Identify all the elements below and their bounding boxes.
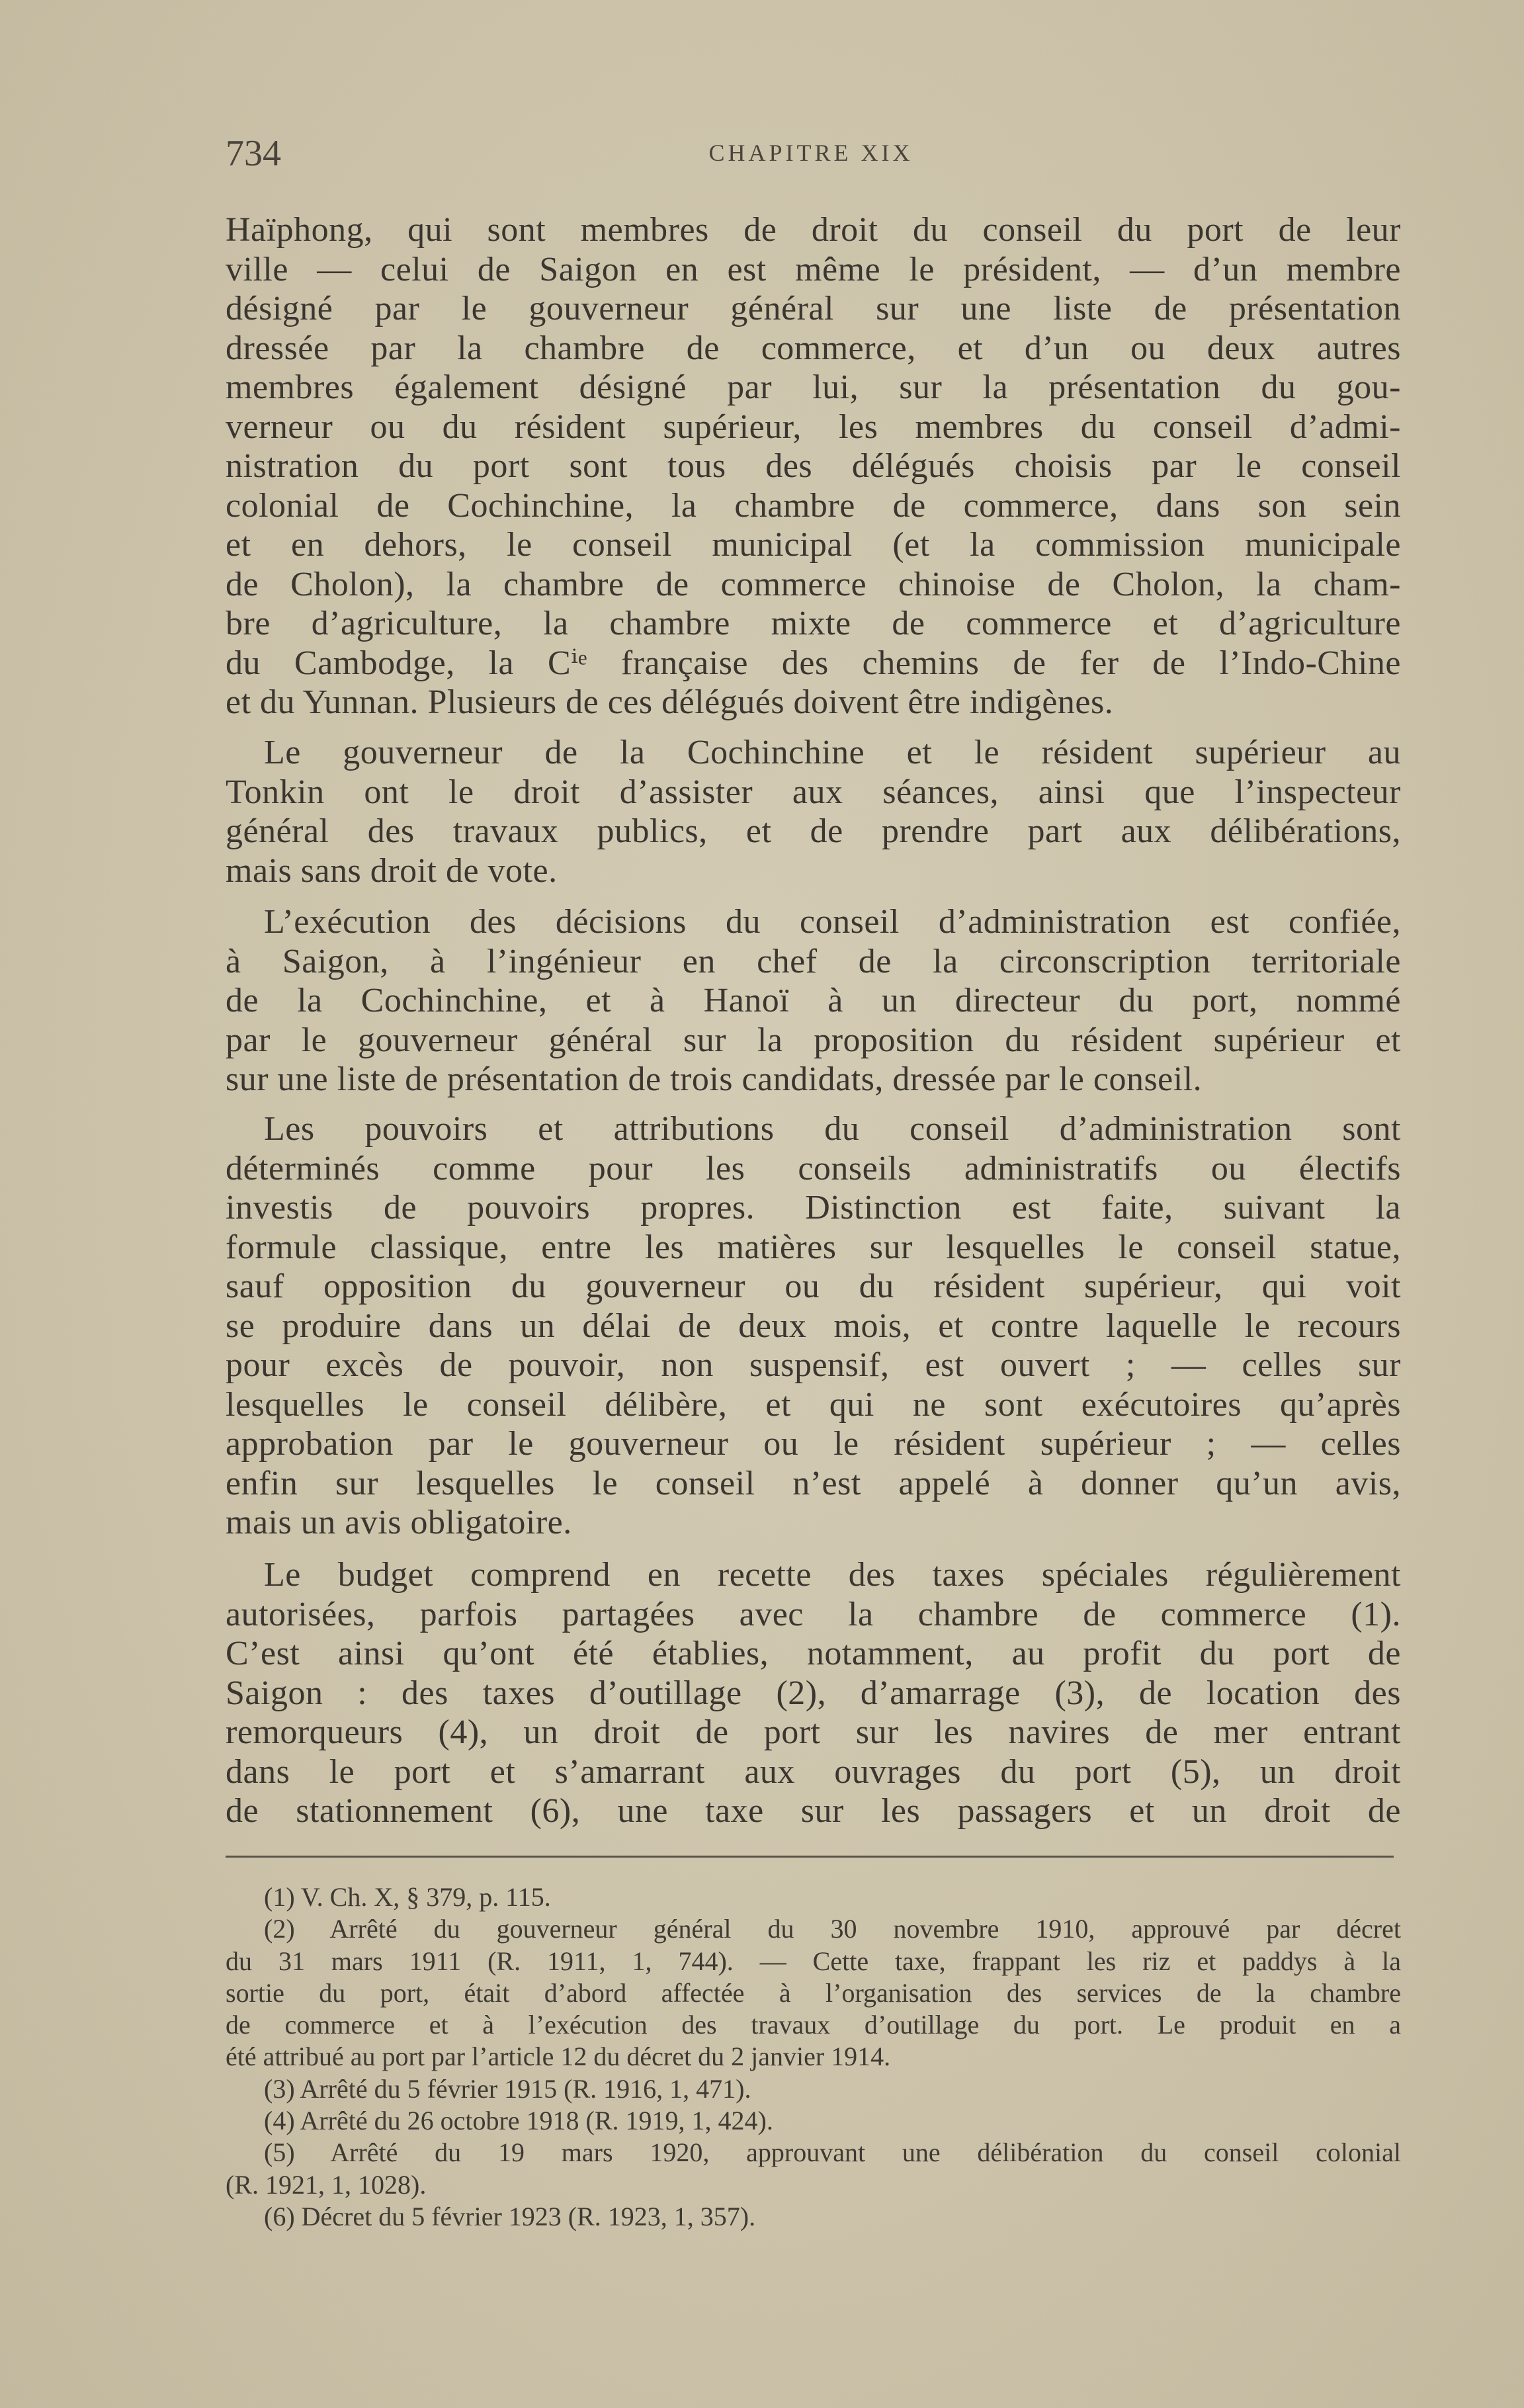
- text-line: et en dehors, le conseil municipal (et la commission municipale: [226, 526, 1401, 564]
- text-line: sur une liste de présentation de trois candidats, dressée par le conseil.: [226, 1060, 1203, 1098]
- running-title: CHAPITRE XIX: [708, 140, 913, 166]
- text-line: général des travaux publics, et de prendre part aux délibérations,: [226, 812, 1401, 850]
- text-line: et du Yunnan. Plusieurs de ces délégués doivent être indigènes.: [226, 683, 1114, 721]
- text-line: bre d’agriculture, la chambre mixte de commerce et d’agriculture: [226, 605, 1401, 642]
- text-line: à Saigon, à l’ingénieur en chef de la circonscription territoriale: [226, 942, 1401, 980]
- text-line: C’est ainsi qu’ont été établies, notamment, au profit du port de: [226, 1635, 1401, 1672]
- text-line: L’exécution des décisions du conseil d’administration est confiée,: [264, 903, 1401, 941]
- text-line: déterminés comme pour les conseils administratifs ou électifs: [226, 1149, 1401, 1187]
- text-line: membres également désigné par lui, sur la présentation du gou-: [226, 368, 1401, 406]
- text-line: mais sans droit de vote.: [226, 851, 558, 890]
- footnote-line: été attribué au port par l’article 12 du décret du 2 janvier 1914.: [226, 2042, 891, 2072]
- footnote-line: du 31 mars 1911 (R. 1911, 1, 744). — Cette taxe, frappant les riz et paddys à la: [226, 1946, 1401, 1976]
- text-line: enfin sur lesquelles le conseil n’est appelé à donner qu’un avis,: [226, 1464, 1401, 1502]
- footnote-rule: [226, 1856, 1394, 1858]
- text-line: Les pouvoirs et attributions du conseil d’administration sont: [264, 1110, 1401, 1148]
- text-line: de Cholon), la chambre de commerce chinoise de Cholon, la cham-: [226, 565, 1401, 603]
- text-line: approbation par le gouverneur ou le résident supérieur ; — celles: [226, 1425, 1401, 1463]
- footnote-line: (4) Arrêté du 26 octobre 1918 (R. 1919, 1, 424).: [264, 2106, 773, 2136]
- text-line: se produire dans un délai de deux mois, et contre laquelle le recours: [226, 1307, 1401, 1345]
- footnote-line: sortie du port, était d’abord affectée à l’organisation des services de la chambre: [226, 1977, 1401, 2008]
- text-line: Tonkin ont le droit d’assister aux séances, ainsi que l’inspecteur: [226, 773, 1401, 811]
- text-line: par le gouverneur général sur la proposition du résident supérieur et: [226, 1021, 1401, 1059]
- text-line: remorqueurs (4), un droit de port sur les navires de mer entrant: [226, 1713, 1401, 1751]
- text-line: pour excès de pouvoir, non suspensif, est ouvert ; — celles sur: [226, 1346, 1401, 1384]
- text-line: de stationnement (6), une taxe sur les passagers et un droit de: [226, 1792, 1401, 1830]
- text-line: Le budget comprend en recette des taxes spéciales régulièrement: [264, 1556, 1401, 1594]
- text-line: désigné par le gouverneur général sur une liste de présentation: [226, 290, 1401, 327]
- text-line: ville — celui de Saigon en est même le président, — d’un membre: [226, 250, 1401, 288]
- paragraph: [226, 902, 1401, 1099]
- text-line: colonial de Cochinchine, la chambre de commerce, dans son sein: [226, 486, 1401, 525]
- text-line: verneur ou du résident supérieur, les membres du conseil d’admi-: [226, 408, 1401, 446]
- footnotes: [226, 1881, 1401, 2233]
- text-line: formule classique, entre les matières sur lesquelles le conseil statue,: [226, 1228, 1401, 1266]
- text-line: Le gouverneur de la Cochinchine et le résident supérieur au: [264, 734, 1401, 771]
- text-line: Haïphong, qui sont membres de droit du conseil du port de leur: [226, 211, 1401, 249]
- footnote-line: (2) Arrêté du gouverneur général du 30 novembre 1910, approuvé par décret: [264, 1914, 1401, 1944]
- footnote-line: (3) Arrêté du 5 février 1915 (R. 1916, 1, 471).: [264, 2073, 751, 2104]
- text-line: du Cambodge, la Cⁱᵉ française des chemins de fer de l’Indo-Chine: [226, 644, 1401, 682]
- footnote-line: de commerce et à l’exécution des travaux d’outillage du port. Le produit en a: [226, 2010, 1401, 2040]
- text-line: sauf opposition du gouverneur ou du résident supérieur, qui voit: [226, 1268, 1401, 1305]
- footnote-line: (6) Décret du 5 février 1923 (R. 1923, 1, 357).: [264, 2201, 756, 2231]
- text-line: autorisées, parfois partagées avec la chambre de commerce (1).: [226, 1595, 1401, 1633]
- text-line: investis de pouvoirs propres. Distinction est faite, suivant la: [226, 1189, 1401, 1226]
- paragraph: [226, 1109, 1401, 1543]
- text-line: de la Cochinchine, et à Hanoï à un directeur du port, nommé: [226, 982, 1401, 1019]
- paragraph: [226, 733, 1401, 890]
- paragraph: [226, 1555, 1401, 1831]
- text-line: nistration du port sont tous des délégués choisis par le conseil: [226, 447, 1401, 485]
- text-line: dressée par la chambre de commerce, et d’un ou deux autres: [226, 329, 1401, 367]
- text-line: Saigon : des taxes d’outillage (2), d’amarrage (3), de location des: [226, 1674, 1401, 1712]
- footnote-line: (1) V. Ch. X, § 379, p. 115.: [264, 1882, 551, 1912]
- footnote-line: (R. 1921, 1, 1028).: [226, 2169, 427, 2200]
- paragraph: [226, 210, 1401, 722]
- footnote-line: (5) Arrêté du 19 mars 1920, approuvant une délibération du conseil colonial: [264, 2137, 1401, 2168]
- text-line: lesquelles le conseil délibère, et qui ne sont exécutoires qu’après: [226, 1385, 1401, 1424]
- text-line: dans le port et s’amarrant aux ouvrages du port (5), un droit: [226, 1752, 1401, 1791]
- page-number: 734: [226, 133, 281, 174]
- text-line: mais un avis obligatoire.: [226, 1504, 572, 1541]
